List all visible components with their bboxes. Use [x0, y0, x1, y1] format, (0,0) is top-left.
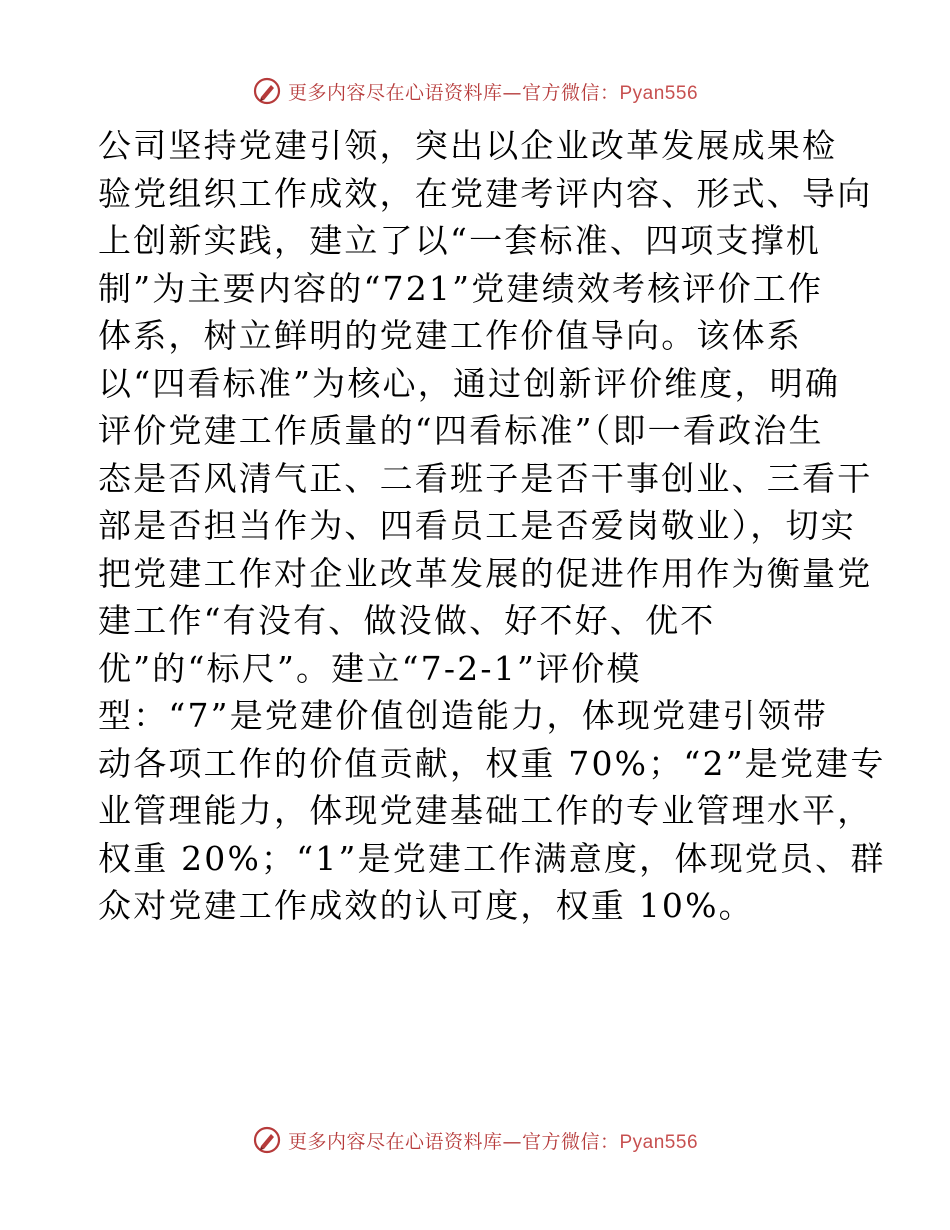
body-text [98, 122, 886, 930]
text-line: 部是否担当作为、四看员工是否爱岗敬业），切实 [98, 506, 856, 545]
watermark-wechat-label: 官方微信： [521, 81, 620, 104]
text-line: 评价党建工作质量的“四看标准”（即一看政治生 [98, 411, 824, 450]
text-line: 验党组织工作成效，在党建考评内容、形式、导向 [98, 173, 873, 213]
text-line: 上创新实践，建立了以“一套标准、四项支撑机 [98, 221, 822, 260]
text-line: 态是否风清气正、二看班子是否干事创业、三看干 [98, 458, 873, 498]
watermark-dash: — [502, 1130, 522, 1153]
watermark-title: 更多内容尽在心语资料库 [287, 1130, 503, 1153]
pen-logo-icon [252, 76, 282, 106]
text-line: 业管理能力，体现党建基础工作的专业管理水平， [98, 791, 873, 830]
text-line: 型：“7”是党建价值创造能力，体现党建引领带 [98, 696, 829, 735]
watermark-wechat-id: Pyan556 [619, 1131, 699, 1153]
footer-watermark [0, 1120, 950, 1160]
text-line: 以“四看标准”为核心，通过创新评价维度，明确 [98, 363, 841, 403]
text-line: 公司坚持党建引领，突出以企业改革发展成果检 [98, 126, 838, 165]
text-line: 优”的“标尺”。建立“7-2-1”评价模 [98, 648, 642, 688]
text-line: 建工作“有没有、做没做、好不好、优不 [98, 601, 716, 640]
text-line: 众对党建工作成效的认可度，权重 10%。 [98, 886, 754, 925]
watermark-text [288, 78, 698, 105]
text-line: 把党建工作对企业改革发展的促进作用作为衡量党 [98, 553, 873, 593]
watermark-wechat-id: Pyan556 [619, 82, 699, 104]
text-line: 动各项工作的价值贡献，权重 70%；“2”是党建专 [98, 743, 886, 783]
watermark-dash: — [502, 81, 522, 104]
text-line: 制”为主要内容的“721”党建绩效考核评价工作 [98, 268, 824, 308]
header-watermark [0, 71, 950, 111]
text-line: 体系，树立鲜明的党建工作价值导向。该体系 [98, 316, 802, 355]
watermark-wechat-label: 官方微信： [521, 1130, 620, 1153]
text-line: 权重 20%；“1”是党建工作满意度，体现党员、群 [98, 838, 886, 878]
watermark-text [288, 1127, 698, 1154]
pen-logo-icon [252, 1125, 282, 1155]
watermark-title: 更多内容尽在心语资料库 [287, 81, 503, 104]
